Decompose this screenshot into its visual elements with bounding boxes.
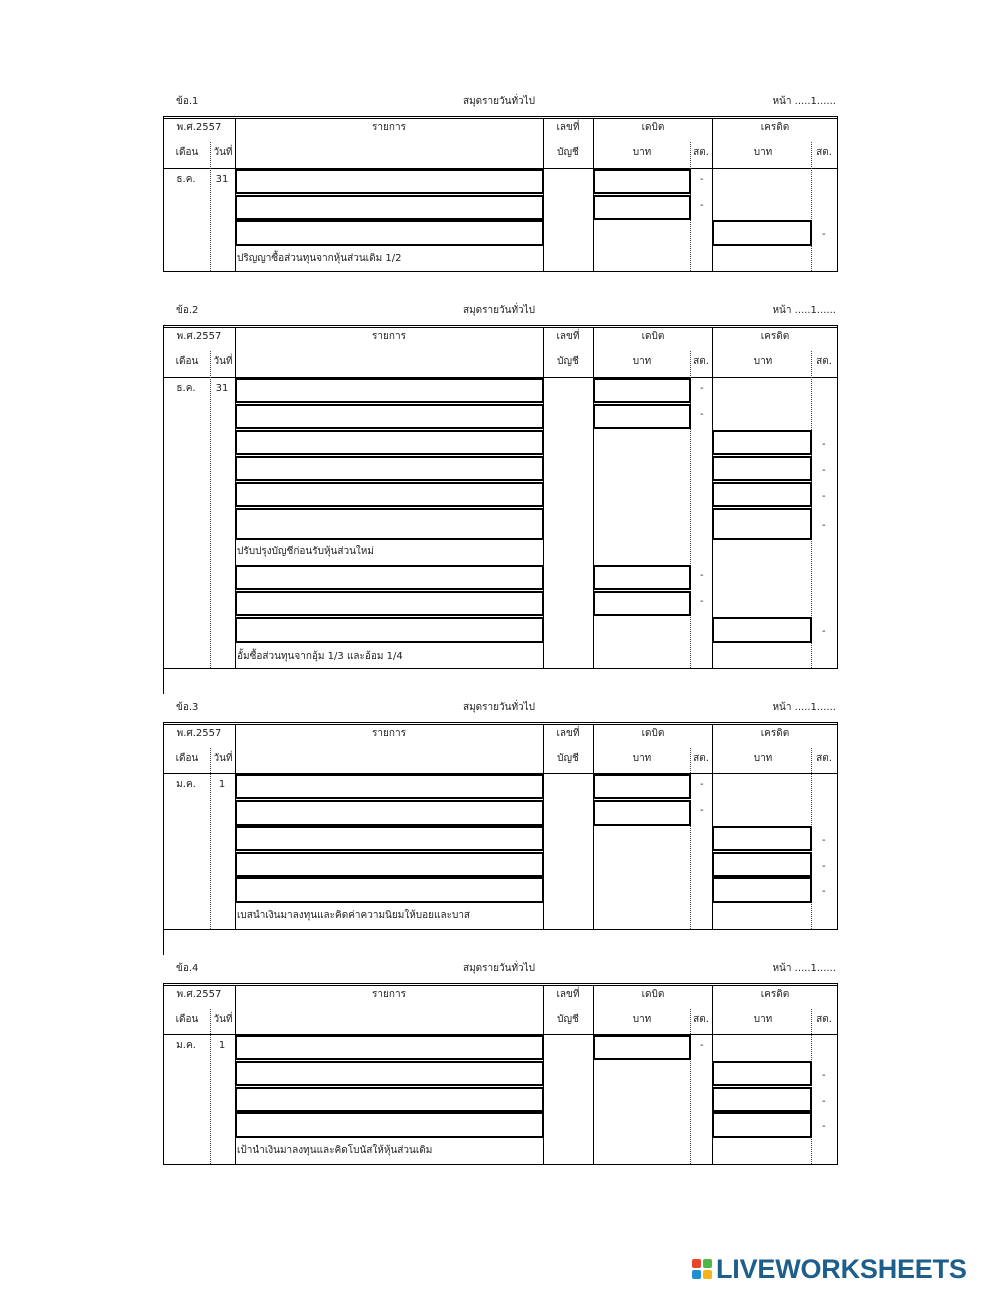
description-header: รายการ: [372, 331, 406, 342]
question-label: ข้อ.3: [176, 702, 199, 713]
year-header: พ.ศ.2557: [176, 728, 222, 739]
debit-header: เดบิต: [641, 989, 665, 1000]
entry-explanation: ปริญญาซื้อส่วนทุนจากหุ้นส่วนเดิม 1/2: [237, 253, 402, 264]
credit-amount-input[interactable]: [712, 1112, 812, 1138]
credit-satang-dash: -: [822, 1121, 826, 1132]
logo-square: [703, 1259, 712, 1268]
credit-baht-header: บาท: [753, 753, 773, 764]
credit-amount-input[interactable]: [712, 430, 812, 455]
debit-amount-input[interactable]: [593, 800, 691, 826]
day-header: วันที่: [213, 1014, 233, 1025]
debit-satang-dash: -: [700, 779, 704, 790]
page-number: หน้า .....1......: [772, 702, 836, 713]
column-divider: [593, 724, 594, 929]
credit-satang-dash: -: [822, 491, 826, 502]
page-number: หน้า .....1......: [772, 305, 836, 316]
account-name-input[interactable]: [235, 800, 544, 826]
credit-satang-dash: -: [822, 626, 826, 637]
debit-amount-input[interactable]: [593, 565, 691, 590]
credit-satang-dash: -: [822, 835, 826, 846]
account-name-input[interactable]: [235, 774, 544, 799]
credit-baht-header: บาท: [753, 356, 773, 367]
description-header: รายการ: [372, 728, 406, 739]
table-bottom-border: [163, 668, 838, 669]
day-header: วันที่: [213, 147, 233, 158]
debit-satang-dash: -: [700, 409, 704, 420]
month-header: เดือน: [175, 356, 199, 367]
debit-amount-input[interactable]: [593, 591, 691, 616]
credit-satang-dash: -: [822, 229, 826, 240]
logo-square: [692, 1259, 701, 1268]
table-top-border-inner: [163, 985, 838, 986]
section-connector: [163, 929, 164, 955]
journal-title: สมุดรายวันทั่วไป: [462, 305, 536, 316]
credit-amount-input[interactable]: [712, 826, 812, 851]
description-header: รายการ: [372, 989, 406, 1000]
credit-satang-header: สต.: [816, 147, 832, 158]
logo-square: [692, 1270, 701, 1279]
credit-amount-input[interactable]: [712, 1087, 812, 1112]
debit-header: เดบิต: [641, 122, 665, 133]
account-name-input[interactable]: [235, 826, 544, 851]
table-right-border: [837, 116, 838, 272]
account-name-input[interactable]: [235, 565, 544, 590]
credit-header: เครดิต: [760, 122, 790, 133]
account-name-input[interactable]: [235, 456, 544, 481]
debit-header: เดบิต: [641, 728, 665, 739]
entry-explanation: อั้มซื้อส่วนทุนจากอุ้ม 1/3 และอ้อม 1/4: [237, 651, 403, 662]
entry-day: 1: [218, 1040, 226, 1051]
question-label: ข้อ.2: [176, 305, 199, 316]
credit-satang-dash: -: [822, 861, 826, 872]
journal-title: สมุดรายวันทั่วไป: [462, 963, 536, 974]
debit-baht-header: บาท: [632, 356, 652, 367]
entry-day: 31: [215, 383, 229, 394]
account-no-header: เลขที่: [556, 122, 580, 133]
credit-amount-input[interactable]: [712, 508, 812, 540]
question-label: ข้อ.1: [176, 96, 199, 107]
credit-header: เครดิต: [760, 989, 790, 1000]
liveworksheets-logo-text: LIVEWORKSHEETS: [716, 1253, 967, 1284]
account-name-input[interactable]: [235, 508, 544, 540]
debit-satang-dash: -: [700, 200, 704, 211]
account-no-header: เลขที่: [556, 728, 580, 739]
year-header: พ.ศ.2557: [176, 122, 222, 133]
table-left-border: [163, 325, 164, 669]
table-bottom-border: [163, 271, 838, 272]
entry-month: ธ.ค.: [176, 383, 196, 394]
logo-square: [703, 1270, 712, 1279]
debit-amount-input[interactable]: [593, 378, 691, 403]
account-name-input[interactable]: [235, 482, 544, 507]
debit-satang-dash: -: [700, 805, 704, 816]
table-top-border: [163, 722, 838, 723]
debit-baht-header: บาท: [632, 147, 652, 158]
credit-amount-input[interactable]: [712, 456, 812, 481]
day-header: วันที่: [213, 356, 233, 367]
credit-satang-dash: -: [822, 439, 826, 450]
account-no-header: เลขที่: [556, 331, 580, 342]
debit-amount-input[interactable]: [593, 169, 691, 194]
page-number: หน้า .....1......: [772, 963, 836, 974]
credit-baht-header: บาท: [753, 1014, 773, 1025]
credit-amount-input[interactable]: [712, 852, 812, 877]
satang-divider: [690, 1009, 691, 1164]
debit-satang-dash: -: [700, 383, 704, 394]
question-label: ข้อ.4: [176, 963, 199, 974]
page-number: หน้า .....1......: [772, 96, 836, 107]
debit-satang-dash: -: [700, 570, 704, 581]
entry-explanation: เป้านำเงินมาลงทุนและคิดโบนัสให้หุ้นส่วนเดิม: [237, 1145, 433, 1156]
table-bottom-border: [163, 929, 838, 930]
debit-satang-header: สต.: [693, 1014, 709, 1025]
year-header: พ.ศ.2557: [176, 331, 222, 342]
account-name-input[interactable]: [235, 1112, 544, 1138]
table-top-border-inner: [163, 118, 838, 119]
credit-amount-input[interactable]: [712, 1061, 812, 1086]
debit-satang-header: สต.: [693, 147, 709, 158]
month-header: เดือน: [175, 753, 199, 764]
credit-amount-input[interactable]: [712, 482, 812, 507]
credit-amount-input[interactable]: [712, 220, 812, 246]
entry-day: 1: [218, 779, 226, 790]
month-header: เดือน: [175, 147, 199, 158]
credit-header: เครดิต: [760, 331, 790, 342]
section-connector: [163, 668, 164, 694]
credit-amount-input[interactable]: [712, 877, 812, 903]
account-name-input[interactable]: [235, 195, 544, 220]
account-no-header: บัญชี: [557, 147, 579, 158]
debit-satang-header: สต.: [693, 356, 709, 367]
account-no-header: เลขที่: [556, 989, 580, 1000]
account-no-header: บัญชี: [557, 356, 579, 367]
date-divider: [210, 351, 211, 668]
credit-satang-dash: -: [822, 520, 826, 531]
debit-satang-dash: -: [700, 1040, 704, 1051]
credit-satang-dash: -: [822, 1096, 826, 1107]
date-divider: [210, 142, 211, 271]
debit-amount-input[interactable]: [593, 404, 691, 429]
satang-divider: [811, 142, 812, 271]
table-left-border: [163, 116, 164, 272]
table-top-border: [163, 983, 838, 984]
account-name-input[interactable]: [235, 404, 544, 429]
account-no-header: บัญชี: [557, 1014, 579, 1025]
account-name-input[interactable]: [235, 378, 544, 403]
account-name-input[interactable]: [235, 877, 544, 903]
account-no-header: บัญชี: [557, 753, 579, 764]
debit-satang-dash: -: [700, 174, 704, 185]
liveworksheets-logo: [692, 1254, 967, 1284]
account-name-input[interactable]: [235, 591, 544, 616]
account-name-input[interactable]: [235, 169, 544, 194]
credit-satang-header: สต.: [816, 356, 832, 367]
table-bottom-border: [163, 1164, 838, 1165]
account-name-input[interactable]: [235, 1087, 544, 1112]
column-divider: [712, 118, 713, 271]
column-divider: [593, 985, 594, 1164]
table-right-border: [837, 325, 838, 669]
table-left-border: [163, 722, 164, 930]
account-name-input[interactable]: [235, 1035, 544, 1060]
entry-explanation: ปรับปรุงบัญชีก่อนรับหุ้นส่วนใหม่: [237, 546, 374, 557]
description-header: รายการ: [372, 122, 406, 133]
debit-header: เดบิต: [641, 331, 665, 342]
credit-amount-input[interactable]: [712, 617, 812, 643]
credit-baht-header: บาท: [753, 147, 773, 158]
entry-month: ม.ค.: [176, 779, 196, 790]
journal-title: สมุดรายวันทั่วไป: [462, 96, 536, 107]
credit-header: เครดิต: [760, 728, 790, 739]
date-divider: [210, 1009, 211, 1164]
entry-month: ม.ค.: [176, 1040, 196, 1051]
debit-satang-dash: -: [700, 596, 704, 607]
entry-explanation: เบสนำเงินมาลงทุนและคิดค่าความนิยมให้บอยและบาส: [237, 910, 471, 921]
table-top-border: [163, 325, 838, 326]
debit-amount-input[interactable]: [593, 195, 691, 220]
table-right-border: [837, 983, 838, 1165]
debit-satang-header: สต.: [693, 753, 709, 764]
account-name-input[interactable]: [235, 617, 544, 643]
account-name-input[interactable]: [235, 430, 544, 455]
year-header: พ.ศ.2557: [176, 989, 222, 1000]
credit-satang-header: สต.: [816, 1014, 832, 1025]
debit-amount-input[interactable]: [593, 774, 691, 799]
journal-title: สมุดรายวันทั่วไป: [462, 702, 536, 713]
date-divider: [210, 748, 211, 929]
credit-satang-header: สต.: [816, 753, 832, 764]
account-name-input[interactable]: [235, 852, 544, 877]
table-left-border: [163, 983, 164, 1165]
credit-satang-dash: -: [822, 886, 826, 897]
account-name-input[interactable]: [235, 1061, 544, 1086]
table-top-border-inner: [163, 327, 838, 328]
debit-baht-header: บาท: [632, 1014, 652, 1025]
debit-amount-input[interactable]: [593, 1035, 691, 1060]
day-header: วันที่: [213, 753, 233, 764]
credit-satang-dash: -: [822, 1070, 826, 1081]
table-top-border: [163, 116, 838, 117]
table-right-border: [837, 722, 838, 930]
table-top-border-inner: [163, 724, 838, 725]
month-header: เดือน: [175, 1014, 199, 1025]
liveworksheets-logo-icon: [692, 1259, 712, 1279]
credit-satang-dash: -: [822, 465, 826, 476]
entry-day: 31: [215, 174, 229, 185]
account-name-input[interactable]: [235, 220, 544, 246]
entry-month: ธ.ค.: [176, 174, 196, 185]
debit-baht-header: บาท: [632, 753, 652, 764]
